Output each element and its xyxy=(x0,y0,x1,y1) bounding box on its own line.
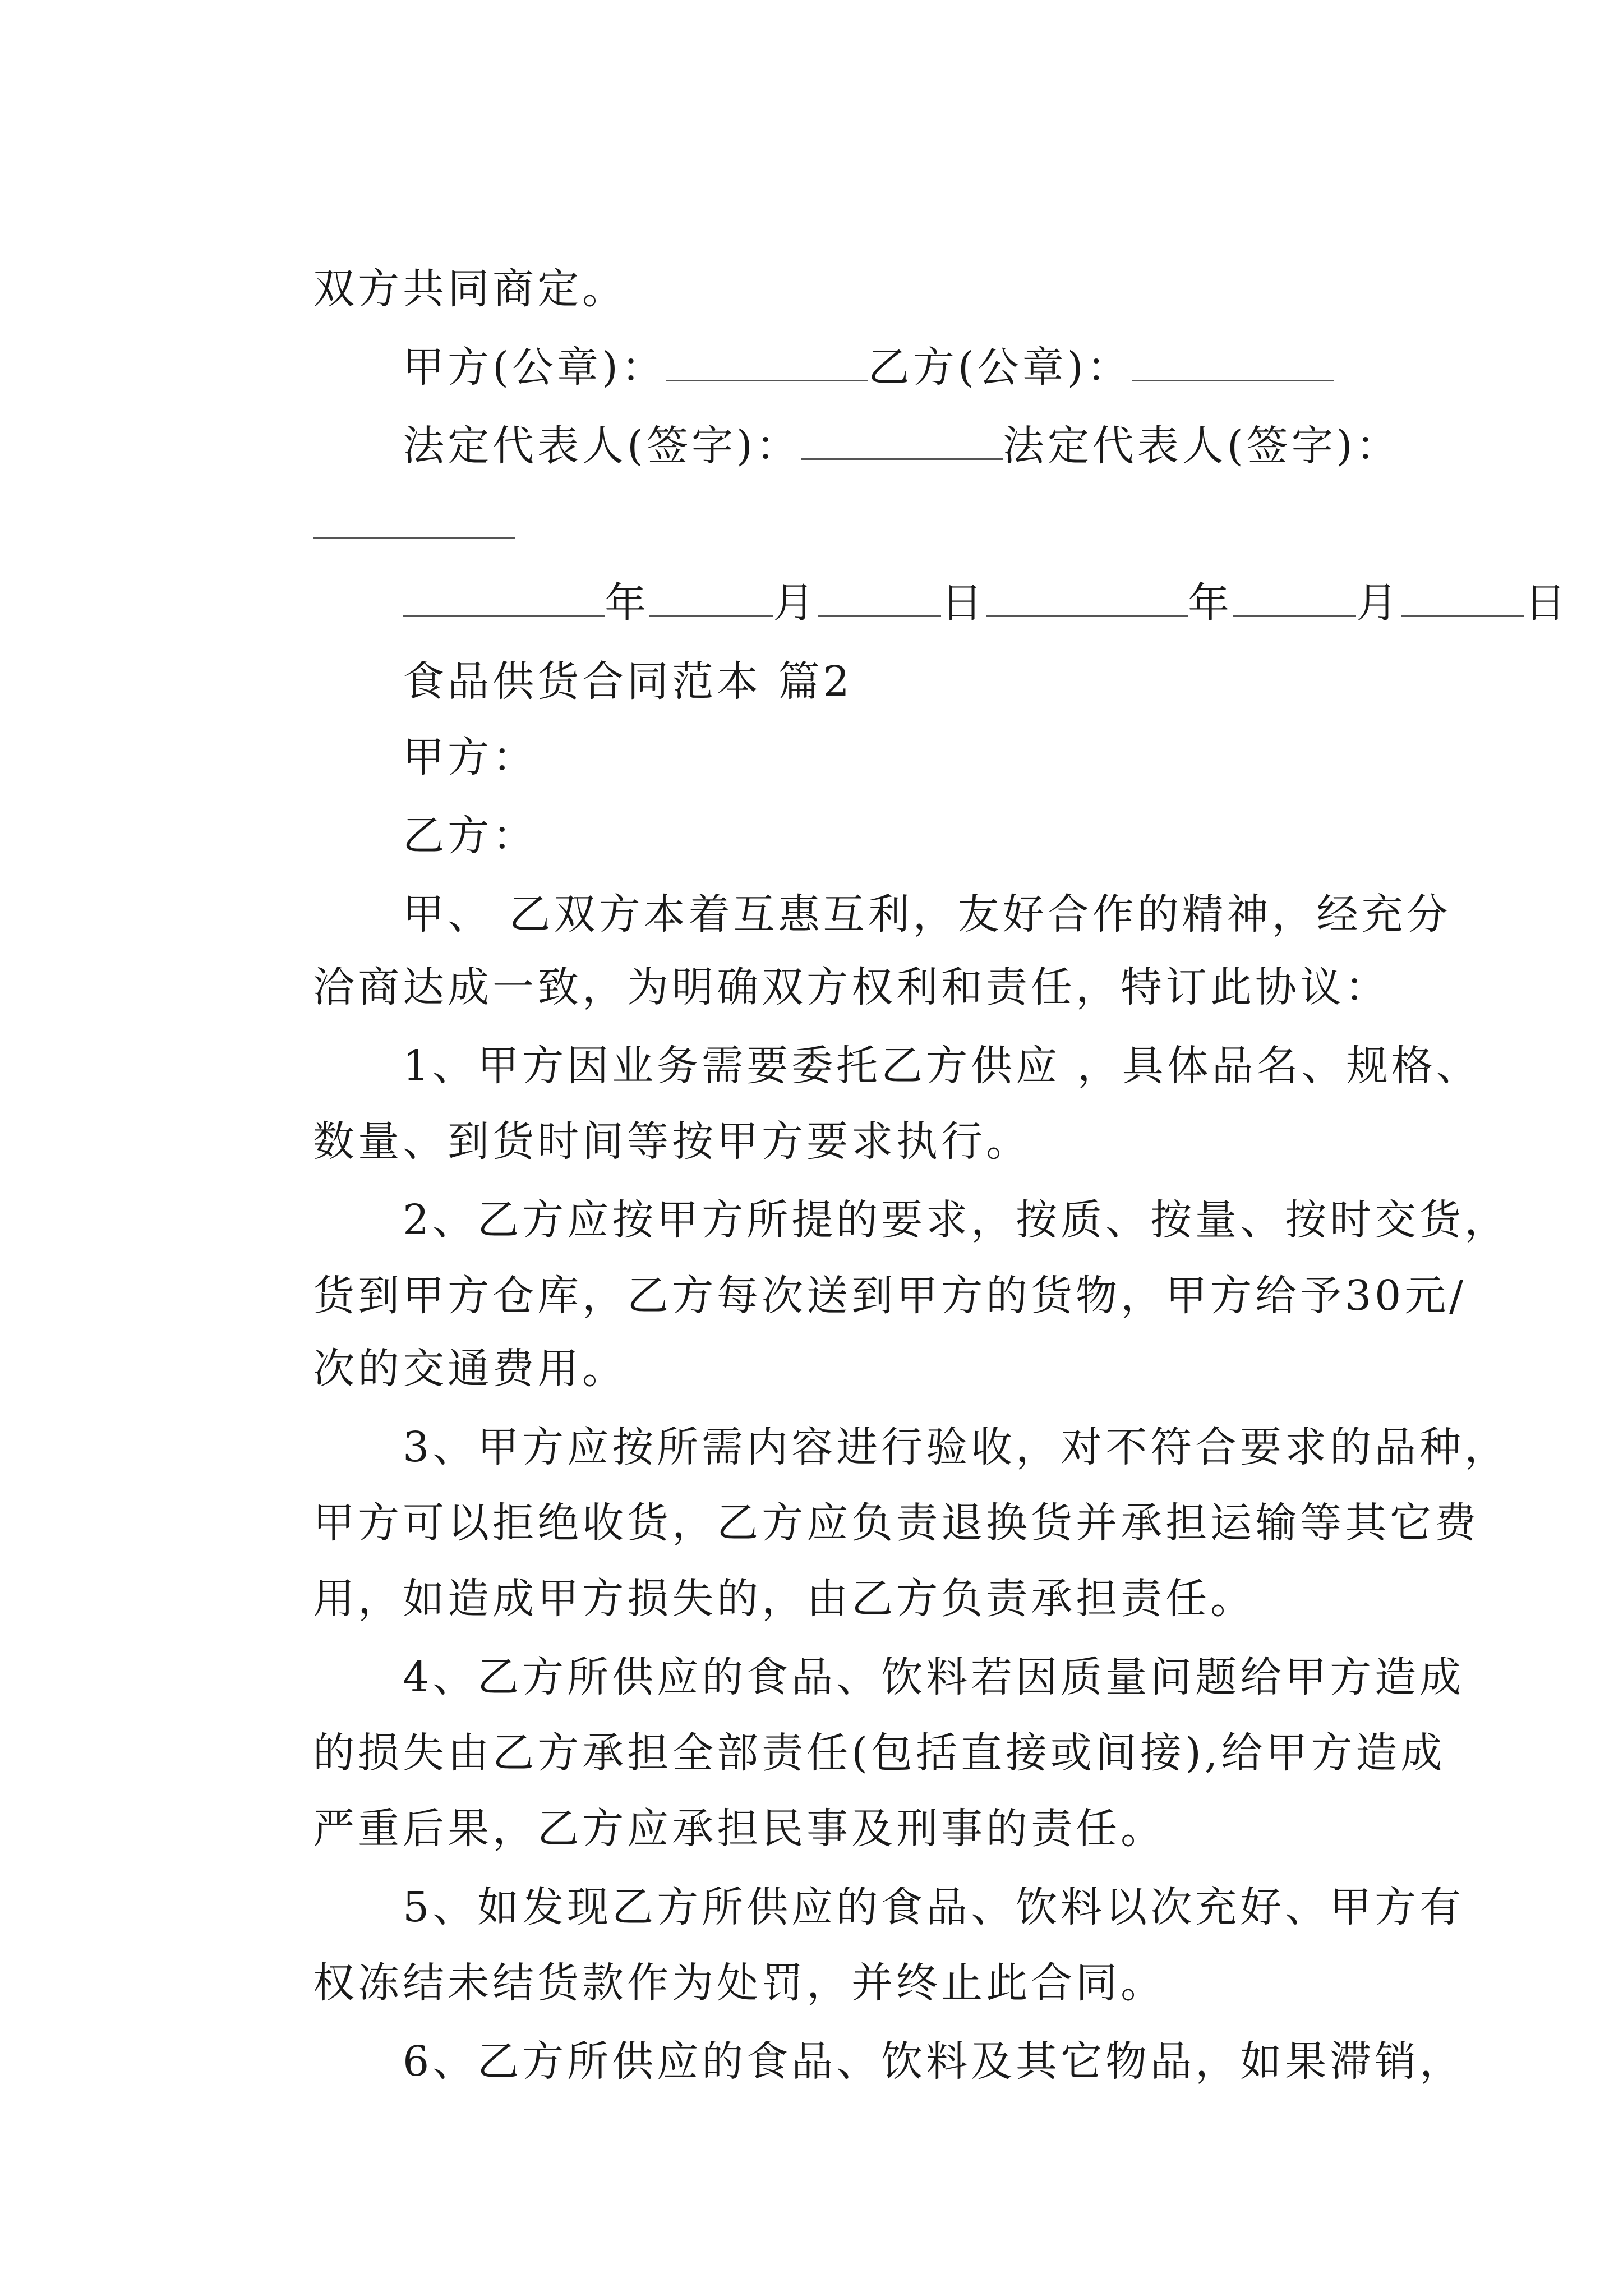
date-b-month-blank xyxy=(1233,578,1356,617)
clause-2-line-1: 2、乙方应按甲方所提的要求，按质、按量、按时交货， xyxy=(403,1196,1510,1244)
legal-rep-line: 法定代表人(签字)： 法定代表人(签字)： xyxy=(403,422,1401,470)
clause-2-line-2: 货到甲方仓库，乙方每次送到甲方的货物，甲方给予30元/ xyxy=(313,1272,1467,1320)
section-title: 食品供货合同范本 篇2 xyxy=(403,657,853,706)
paragraph-continuation: 双方共同商定。 xyxy=(313,265,628,313)
date-b-day-blank xyxy=(1401,578,1524,617)
party-a-label: 甲方： xyxy=(403,733,538,781)
legal-rep-a-blank xyxy=(801,421,1003,460)
clause-1-line-2: 数量、到货时间等按甲方要求执行。 xyxy=(313,1117,1031,1166)
date-line: 年 月 日 年 月 日 xyxy=(336,527,1569,679)
clause-3-line-2: 甲方可以拒绝收货，乙方应负责退换货并承担运输等其它费 xyxy=(313,1499,1480,1547)
clause-1-line-1: 1、甲方因业务需要委托乙方供应 ，具体品名、规格、 xyxy=(403,1042,1481,1090)
clause-3-line-3: 用，如造成甲方损失的，由乙方负责承担责任。 xyxy=(313,1575,1256,1623)
clause-4-line-2: 的损失由乙方承担全部责任(包括直接或间接),给甲方造成 xyxy=(313,1729,1446,1777)
clause-5-line-2: 权冻结未结货款作为处罚，并终止此合同。 xyxy=(313,1959,1166,2007)
clause-6-line-1: 6、乙方所供应的食品、饮料及其它物品，如果滞销， xyxy=(403,2037,1465,2086)
seal-line: 甲方(公章)： 乙方(公章)： xyxy=(336,292,1334,443)
intro-line-2: 洽商达成一致，为明确双方权利和责任，特订此协议： xyxy=(313,963,1390,1011)
clause-4-line-3: 严重后果，乙方应承担民事及刑事的责任。 xyxy=(313,1805,1166,1853)
date-b-year-blank xyxy=(986,578,1188,617)
clause-4-line-1: 4、乙方所供应的食品、饮料若因质量问题给甲方造成 xyxy=(403,1653,1465,1701)
clause-2-line-3: 次的交通费用。 xyxy=(313,1345,628,1393)
intro-line-1: 甲、 乙双方本着互惠互利，友好合作的精神，经充分 xyxy=(403,890,1451,938)
clause-3-line-1: 3、甲方应按所需内容进行验收，对不符合要求的品种， xyxy=(403,1423,1510,1471)
party-b-label: 乙方： xyxy=(403,812,538,860)
clause-5-line-1: 5、如发现乙方所供应的食品、饮料以次充好、甲方有 xyxy=(403,1883,1465,1931)
